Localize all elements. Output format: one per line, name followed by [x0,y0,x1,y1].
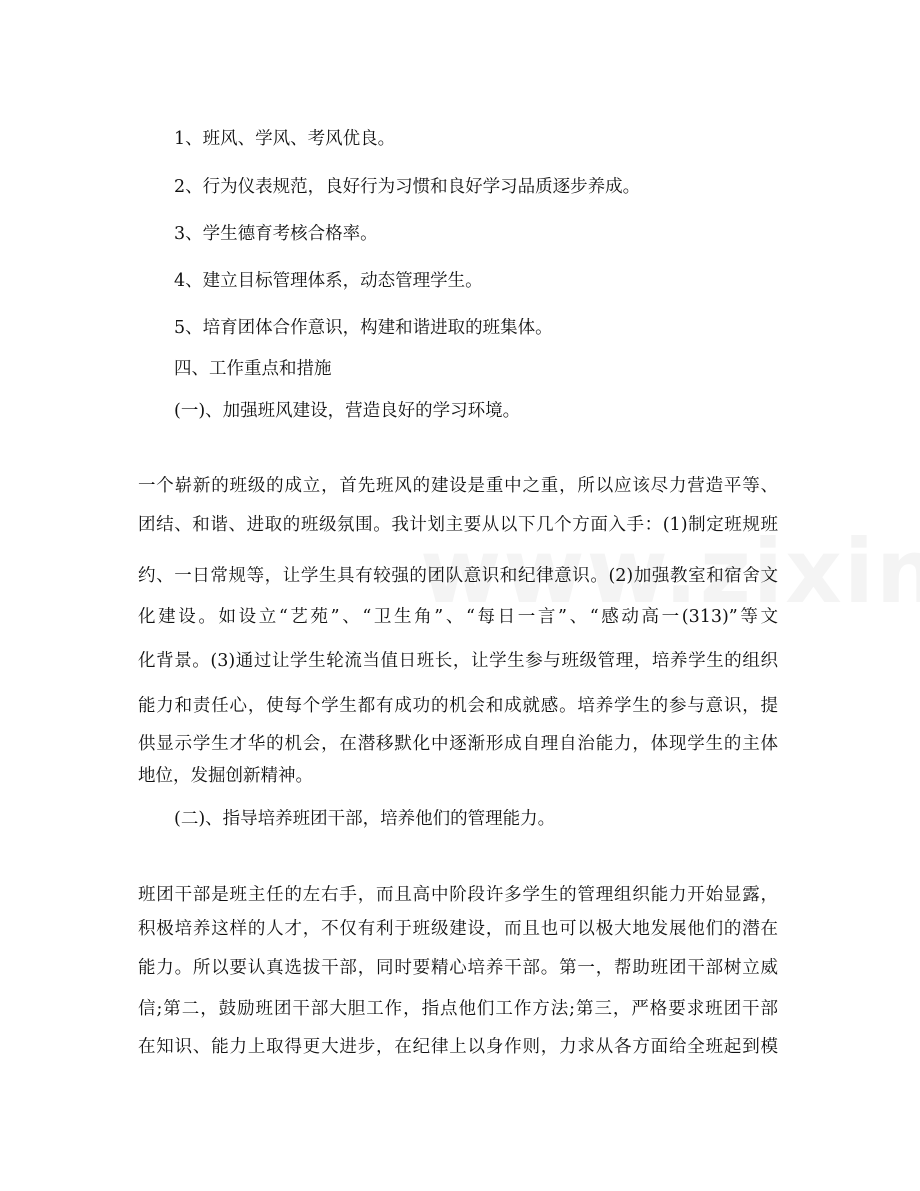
list-item-2: 2、行为仪表规范，良好行为习惯和良好学习品质逐步养成。 [174,177,641,197]
paragraph-1-line-3: 约、一日常规等，让学生具有较强的团队意识和纪律意识。(2)加强教室和宿舍文 [138,566,778,586]
list-item-5: 5、培育团体合作意识，构建和谐进取的班集体。 [174,318,553,338]
paragraph-2-line-3: 能力。所以要认真选拔干部，同时要精心培养干部。第一，帮助班团干部树立威 [138,958,778,978]
sub-heading-2: (二)、指导培养班团干部，培养他们的管理能力。 [174,809,556,829]
paragraph-1-line-1: 一个崭新的班级的成立，首先班风的建设是重中之重，所以应该尽力营造平等、 [138,476,778,496]
paragraph-2-line-5: 在知识、能力上取得更大进步，在纪律上以身作则，力求从各方面给全班起到模 [138,1037,778,1057]
paragraph-1-line-7: 供显示学生才华的机会，在潜移默化中逐渐形成自理自治能力，体现学生的主体 [138,734,778,754]
paragraph-2-line-1: 班团干部是班主任的左右手，而且高中阶段许多学生的管理组织能力开始显露， [138,885,778,905]
section-heading: 四、工作重点和措施 [174,359,332,379]
paragraph-1-line-4: 化建设。如设立“艺苑”、“卫生角”、“每日一言”、“感动高一(313)”等文 [138,607,778,627]
paragraph-2-line-4: 信;第二，鼓励班团干部大胆工作，指点他们工作方法;第三，严格要求班团干部 [138,999,778,1019]
sub-heading-1: (一)、加强班风建设，营造良好的学习环境。 [174,401,521,421]
list-item-4: 4、建立目标管理体系，动态管理学生。 [174,271,483,291]
paragraph-2-line-2: 积极培养这样的人才，不仅有利于班级建设，而且也可以极大地发展他们的潜在 [138,919,778,939]
list-item-3: 3、学生德育考核合格率。 [174,224,378,244]
paragraph-1-line-5: 化背景。(3)通过让学生轮流当值日班长，让学生参与班级管理，培养学生的组织 [138,651,778,671]
paragraph-1-line-8: 地位，发掘创新精神。 [138,766,313,786]
paragraph-1-line-2: 团结、和谐、进取的班级氛围。我计划主要从以下几个方面入手：(1)制定班规班 [138,515,778,535]
paragraph-1-line-6: 能力和责任心，使每个学生都有成功的机会和成就感。培养学生的参与意识，提 [138,696,778,716]
list-item-1: 1、班风、学风、考风优良。 [174,129,396,149]
